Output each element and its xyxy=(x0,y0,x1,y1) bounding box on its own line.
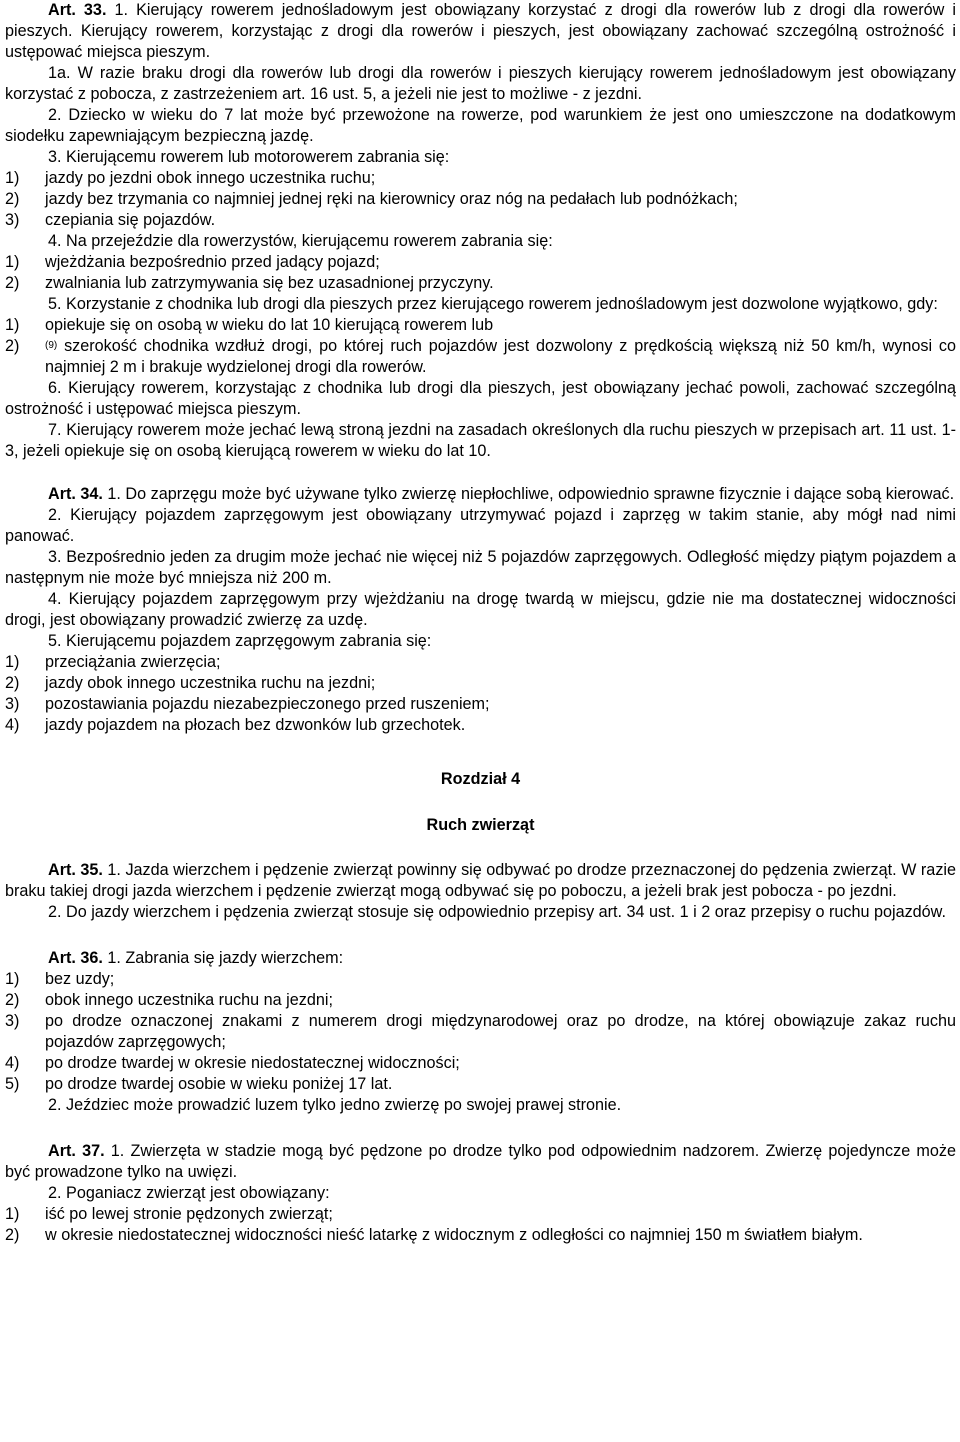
list-item: 1) bez uzdy; xyxy=(5,970,115,988)
art33-para-4: 4. Na przejeździe dla rowerzystów, kierującemu rowerem zabrania się: xyxy=(48,232,553,250)
chapter-number: Rozdział 4 xyxy=(440,770,521,788)
list-item: 2) $^{(9)}$ szerokość chodnika wzdłuż drogi, po której ruch pojazdów jest dozwolony z prędkością większą niż 50 km/h, wynosi co najmniej 2 m i brakuje wydzielonej drogi dla rowerów. xyxy=(5,337,956,376)
spacer xyxy=(5,736,956,769)
art34-heading: Art. 34. xyxy=(48,485,103,503)
chapter-title: Ruch zwierząt xyxy=(426,816,535,834)
art34-para-2: 2. Kierujący pojazdem zaprzęgowym jest obowiązany utrzymywać pojazd i zaprzęg w takim stanie, aby mógł nad nimi panować. xyxy=(5,506,956,545)
spacer xyxy=(5,836,956,860)
art36-para-1: Art. 36. 1. Zabrania się jazdy wierzchem: xyxy=(48,949,344,967)
art34-para-1: Art. 34. 1. Do zaprzęgu może być używane tylko zwierzę niepłochliwe, odpowiednio sprawne fizycznie i dające sobą kierować. xyxy=(48,485,955,503)
art33-heading: Art. 33. xyxy=(48,1,107,19)
list-item: 1) opiekuje się on osobą w wieku do lat 10 kierującą rowerem lub xyxy=(5,316,494,334)
list-item: 3) po drodze oznaczonej znakami z numerem drogi międzynarodowej oraz po drodze, na której obowiązuje zakaz ruchu pojazdów zaprzęgowych; xyxy=(5,1012,956,1051)
art33-para-6: 6. Kierujący rowerem, korzystając z chodnika lub drogi dla pieszych, jest obowiązany jechać powoli, zachować szczególną ostrożność i ustępować miejsca pieszym. xyxy=(5,379,956,418)
list-item: 1) jazdy po jezdni obok innego uczestnika ruchu; xyxy=(5,169,376,187)
list-item: 2) jazdy obok innego uczestnika ruchu na jezdni; xyxy=(5,674,376,692)
spacer xyxy=(5,462,956,484)
art35-heading: Art. 35. xyxy=(48,861,103,879)
list-item: 2) jazdy bez trzymania co najmniej jednej ręki na kierownicy oraz nóg na pedałach lub podnóżkach; xyxy=(5,190,738,208)
art33-para-1a: 1a. W razie braku drogi dla rowerów lub drogi dla rowerów i pieszych kierujący rowerem jednośladowym jest obowiązany korzystać z pobocza, z zastrzeżeniem art. 16 ust. 5, a jeżeli nie jest to możliwe - z jezdni. xyxy=(5,64,957,103)
list-item: 4) jazdy pojazdem na płozach bez dzwonków lub grzechotek. xyxy=(5,716,466,734)
art36-heading: Art. 36. xyxy=(48,949,103,967)
list-item: 1) przeciążania zwierzęcia; xyxy=(5,653,221,671)
spacer xyxy=(5,790,956,815)
list-item: 1) iść po lewej stronie pędzonych zwierząt; xyxy=(5,1205,333,1223)
art37-para-2: 2. Poganiacz zwierząt jest obowiązany: xyxy=(48,1184,330,1202)
art34-para-4: 4. Kierujący pojazdem zaprzęgowym przy wjeżdżaniu na drogę twardą w miejscu, gdzie nie ma dostatecznej widoczności drogi, jest obowiązany prowadzić zwierzę za uzdę. xyxy=(5,590,957,629)
list-item: 2) obok innego uczestnika ruchu na jezdni; xyxy=(5,991,333,1009)
art37-heading: Art. 37. xyxy=(48,1142,105,1160)
art35-para-1: Art. 35. 1. Jazda wierzchem i pędzenie zwierząt powinny się odbywać po drodze przeznaczonej do pędzenia zwierząt. W razie braku takiej drogi jazda wierzchem i pędzenie zwierząt mogą odbywać się po poboczu, a jeżeli brak jest pobocza - po jezdni. xyxy=(5,861,957,900)
list-item: 3) pozostawiania pojazdu niezabezpieczonego przed ruszeniem; xyxy=(5,695,490,713)
spacer xyxy=(5,923,956,948)
art33-para-2: 2. Dziecko w wieku do 7 lat może być przewożone na rowerze, pod warunkiem że jest ono umieszczone na dodatkowym siodełku zapewniającym bezpieczną jazdę. xyxy=(5,106,956,145)
art37-para-1: Art. 37. 1. Zwierzęta w stadzie mogą być pędzone po drodze tylko pod odpowiednim nadzorem. Zwierzę pojedyncze może być prowadzone tylko na uwięzi. xyxy=(5,1142,956,1181)
list-item: 1) wjeżdżania bezpośrednio przed jadący pojazd; xyxy=(5,253,380,271)
list-item: 4) po drodze twardej w okresie niedostatecznej widoczności; xyxy=(5,1054,460,1072)
art33-para-1: Art. 33. 1. Kierujący rowerem jednośladowym jest obowiązany korzystać z drogi dla rowerów lub z drogi dla rowerów i pieszych. Kierujący rowerem, korzystając z drogi dla rowerów i pieszych, jest obowiązany zachować szczególną ostrożność i ustępować miejsca pieszym. xyxy=(5,1,956,61)
list-item: 2) zwalniania lub zatrzymywania się bez uzasadnionej przyczyny. xyxy=(5,274,494,292)
art34-para-5: 5. Kierującemu pojazdem zaprzęgowym zabrania się: xyxy=(48,632,432,650)
art33-para-7: 7. Kierujący rowerem może jechać lewą stroną jezdni na zasadach określonych dla ruchu pieszych w przepisach art. 11 ust. 1-3, jeżeli opiekuje się on osobą kierującą rowerem w wieku do lat 10. xyxy=(5,421,957,460)
list-item: 3) czepiania się pojazdów. xyxy=(5,211,216,229)
footnote-marker: (9) xyxy=(45,340,58,351)
art34-para-3: 3. Bezpośrednio jeden za drugim może jechać nie więcej niż 5 pojazdów zaprzęgowych. Odległość między piątym pojazdem a następnym nie może być mniejsza niż 200 m. xyxy=(5,548,956,587)
list-item: 2) w okresie niedostatecznej widoczności nieść latarkę z widocznym z odległości co najmniej 150 m światłem białym. xyxy=(5,1226,863,1244)
list-item: 5) po drodze twardej osobie w wieku poniżej 17 lat. xyxy=(5,1075,393,1093)
art36-para-2: 2. Jeździec może prowadzić luzem tylko jedno zwierzę po swojej prawej stronie. xyxy=(48,1096,622,1114)
art33-para-5: 5. Korzystanie z chodnika lub drogi dla pieszych przez kierującego rowerem jednośladowym jest dozwolone wyjątkowo, gdy: xyxy=(48,295,938,313)
spacer xyxy=(5,1116,956,1141)
art35-para-2: 2. Do jazdy wierzchem i pędzenia zwierząt stosuje się odpowiednio przepisy art. 34 ust. 1 i 2 oraz przepisy o ruchu pojazdów. xyxy=(48,903,946,921)
art33-para-3: 3. Kierującemu rowerem lub motorowerem zabrania się: xyxy=(48,148,450,166)
